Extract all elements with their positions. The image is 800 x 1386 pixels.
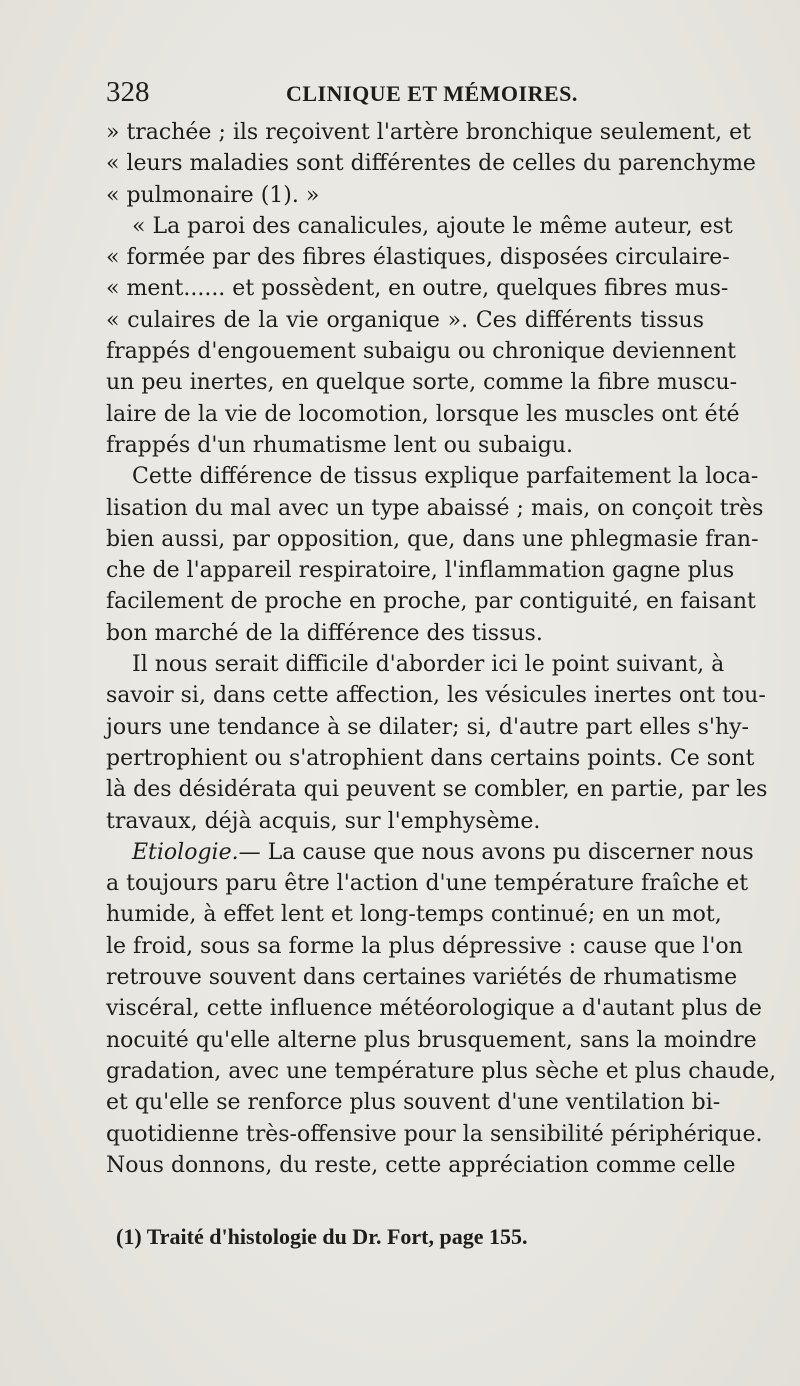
- section-heading: Etiologie.—: [132, 839, 261, 865]
- text-line-with-heading: [106, 837, 754, 868]
- running-title: CLINIQUE ET MÉMOIRES.: [286, 81, 578, 106]
- text-line: » trachée ; ils reçoivent l'artère bronchique seulement, et: [106, 120, 751, 145]
- text-line: pertrophient ou s'atrophient dans certains points. Ce sont: [106, 745, 755, 771]
- text-line: laire de la vie de locomotion, lorsque les muscles ont été: [106, 401, 740, 427]
- text-line: bien aussi, par opposition, que, dans une phlegmasie fran-: [106, 526, 759, 552]
- text-line: savoir si, dans cette affection, les vésicules inertes ont tou-: [106, 683, 766, 709]
- body-text: [106, 117, 777, 1181]
- text-line: là des désidérata qui peuvent se combler, en partie, par les: [106, 777, 768, 803]
- text-line: « leurs maladies sont différentes de celles du parenchyme: [106, 151, 756, 177]
- text-line: et qu'elle se renforce plus souvent d'une ventilation bi-: [106, 1090, 721, 1116]
- text-line: « culaires de la vie organique ». Ces différents tissus: [106, 307, 704, 333]
- text-line: Cette différence de tissus explique parfaitement la loca-: [132, 464, 759, 490]
- page-header: [106, 76, 704, 108]
- text-line: « formée par des fibres élastiques, disposées circulaire-: [106, 245, 730, 271]
- text-line: frappés d'un rhumatisme lent ou subaigu.: [106, 432, 573, 458]
- text-line: Il nous serait difficile d'aborder ici le point suivant, à: [132, 652, 725, 678]
- text-line: lisation du mal avec un type abaissé ; mais, on conçoit très: [106, 495, 764, 521]
- page-number: 328: [106, 76, 150, 108]
- text-line: gradation, avec une température plus sèche et plus chaude,: [106, 1058, 777, 1084]
- text-line: nocuité qu'elle alterne plus brusquement, sans la moindre: [106, 1027, 757, 1053]
- text-fragment: La cause que nous avons pu discerner nous: [267, 839, 754, 865]
- text-line: frappés d'engouement subaigu ou chronique deviennent: [106, 339, 736, 365]
- text-line: quotidienne très-offensive pour la sensibilité périphérique.: [106, 1121, 763, 1147]
- text-line: travaux, déjà acquis, sur l'emphysème.: [106, 808, 541, 834]
- text-line: jours une tendance à se dilater; si, d'autre part elles s'hy-: [106, 714, 749, 740]
- text-line: « La paroi des canalicules, ajoute le même auteur, est: [132, 213, 733, 239]
- text-line: che de l'appareil respiratoire, l'inflammation gagne plus: [106, 558, 735, 584]
- footnote-text: (1) Traité d'histologie du Dr. Fort, page 155.: [116, 1224, 528, 1249]
- text-line: retrouve souvent dans certaines variétés de rhumatisme: [106, 965, 738, 991]
- text-line: humide, à effet lent et long-temps continué; en un mot,: [106, 902, 722, 928]
- text-line: le froid, sous sa forme la plus dépressive : cause que l'on: [106, 933, 743, 959]
- text-line: facilement de proche en proche, par contiguité, en faisant: [106, 589, 756, 615]
- text-line: « ment...... et possèdent, en outre, quelques fibres mus-: [106, 276, 729, 302]
- text-line: un peu inertes, en quelque sorte, comme la fibre muscu-: [106, 370, 738, 396]
- footnote: [106, 1222, 704, 1252]
- text-line: Nous donnons, du reste, cette appréciation comme celle: [106, 1152, 736, 1178]
- text-line: bon marché de la différence des tissus.: [106, 620, 543, 646]
- text-line: « pulmonaire (1). »: [106, 182, 320, 208]
- text-line: a toujours paru être l'action d'une température fraîche et: [106, 871, 749, 897]
- text-line: viscéral, cette influence météorologique a d'autant plus de: [106, 996, 762, 1022]
